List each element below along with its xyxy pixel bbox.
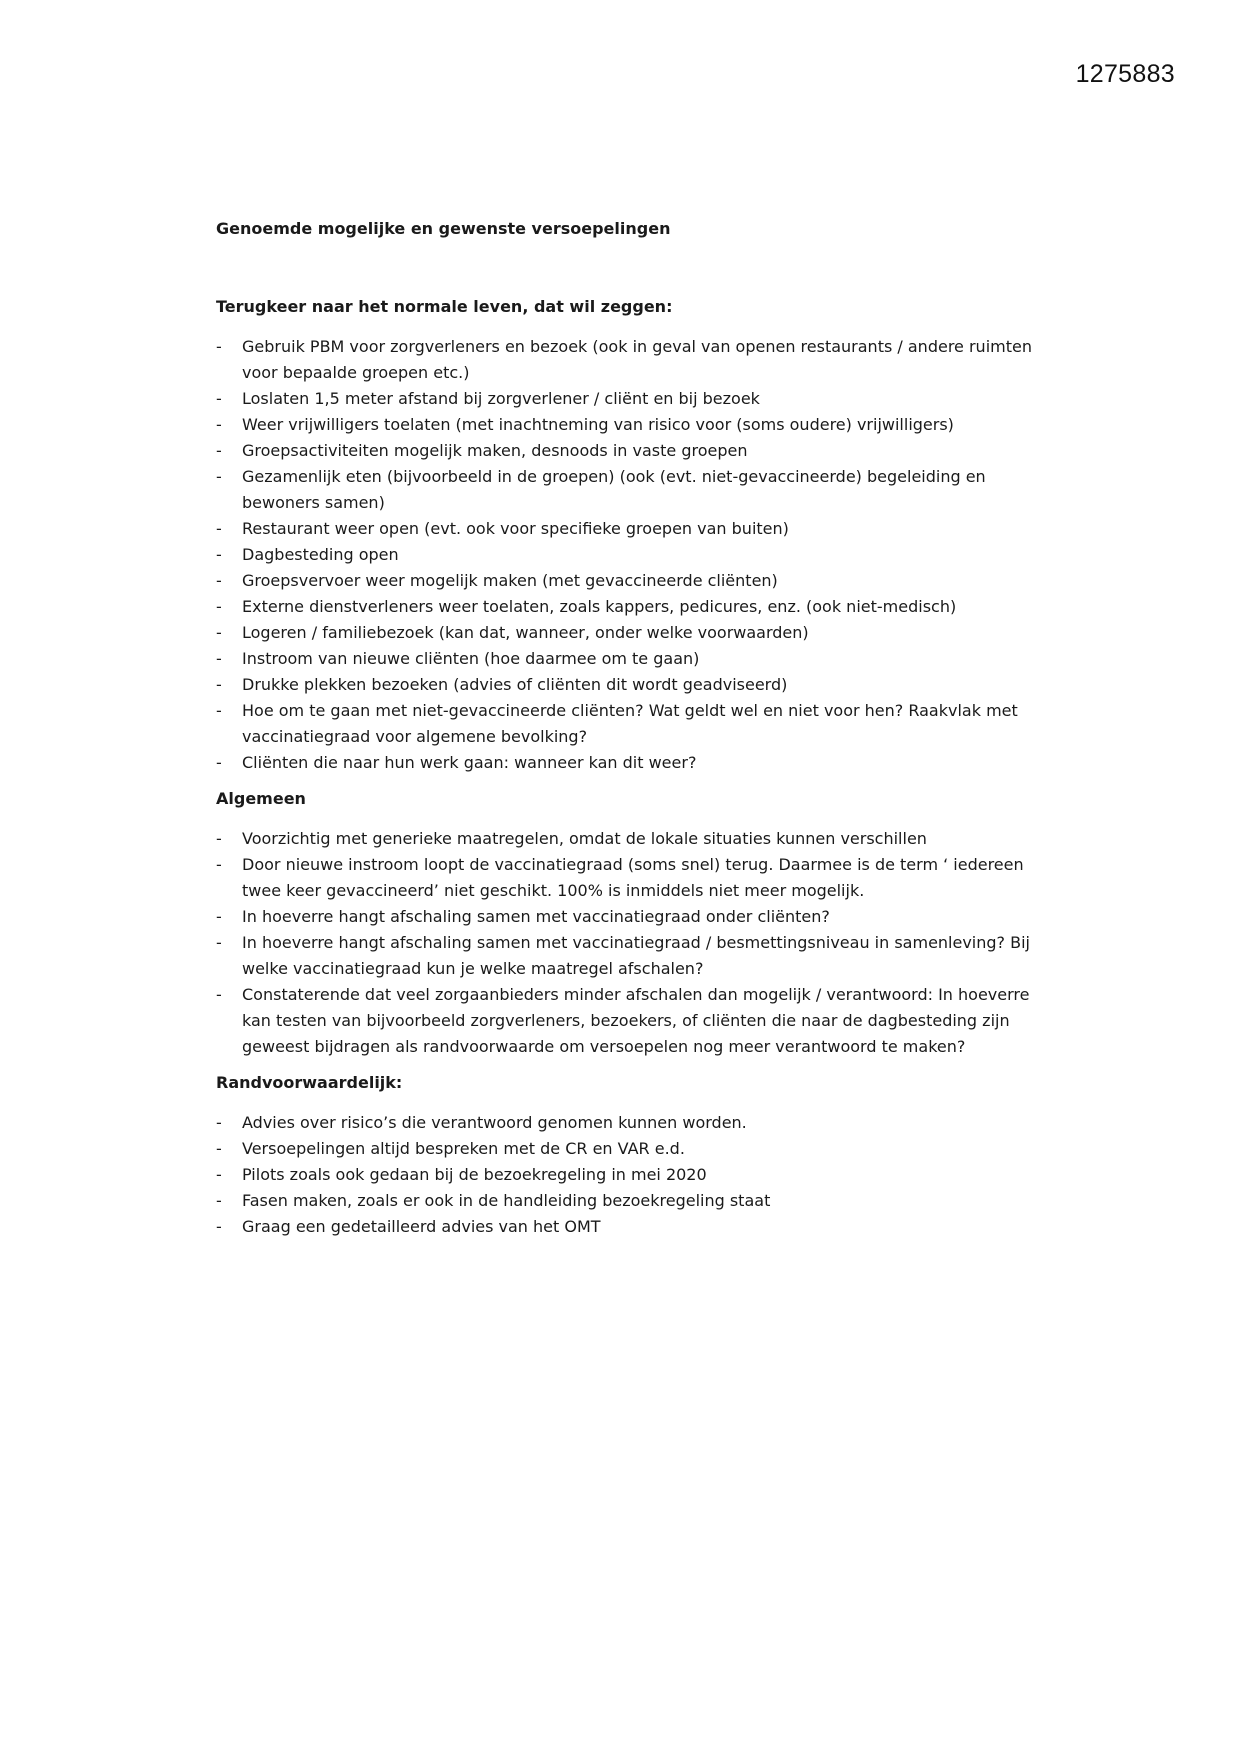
list-item-text: Door nieuwe instroom loopt de vaccinatiegraad (soms snel) terug. Daarmee is de term ‘ iedereen twee keer gevaccineerd’ niet geschikt. 100% is inmiddels niet meer mogelijk.: [242, 855, 1024, 900]
section-heading: Terugkeer naar het normale leven, dat wil zeggen:: [216, 297, 673, 316]
list-item-text: Externe dienstverleners weer toelaten, zoals kappers, pedicures, enz. (ook niet-medisch): [242, 597, 957, 616]
list-item: [216, 930, 1046, 982]
list-item: [216, 646, 1046, 672]
bullet-dash: -: [216, 337, 222, 356]
list-item-text: Cliënten die naar hun werk gaan: wanneer kan dit weer?: [242, 753, 697, 772]
list-item: [216, 568, 1046, 594]
list-item-text: Gezamenlijk eten (bijvoorbeeld in de groepen) (ook (evt. niet-gevaccineerde) begeleiding en bewoners samen): [242, 467, 986, 512]
bullet-dash: -: [216, 649, 222, 668]
list-item: [216, 594, 1046, 620]
document-number: 1275883: [1075, 60, 1175, 88]
list-item-text: Graag een gedetailleerd advies van het OMT: [242, 1217, 601, 1236]
bullet-dash: -: [216, 1165, 222, 1184]
list-item-text: Restaurant weer open (evt. ook voor specifieke groepen van buiten): [242, 519, 789, 538]
bullet-dash: -: [216, 597, 222, 616]
list-item: [216, 516, 1046, 542]
list-item-text: Weer vrijwilligers toelaten (met inachtneming van risico voor (soms oudere) vrijwilligers): [242, 415, 954, 434]
bullet-dash: -: [216, 907, 222, 926]
bullet-dash: -: [216, 623, 222, 642]
list-item: [216, 412, 1046, 438]
list-item: [216, 672, 1046, 698]
document-title: Genoemde mogelijke en gewenste versoepelingen: [216, 219, 671, 238]
list-item: [216, 542, 1046, 568]
bullet-dash: -: [216, 675, 222, 694]
list-item-text: Instroom van nieuwe cliënten (hoe daarmee om te gaan): [242, 649, 700, 668]
bullet-dash: -: [216, 1217, 222, 1236]
bullet-dash: -: [216, 441, 222, 460]
list-item-text: Hoe om te gaan met niet-gevaccineerde cliënten? Wat geldt wel en niet voor hen? Raakvlak met vaccinatiegraad voor algemene bevolking?: [242, 701, 1018, 746]
list-item: [216, 334, 1046, 386]
bullet-dash: -: [216, 985, 222, 1004]
list-item: [216, 438, 1046, 464]
list-item: [216, 620, 1046, 646]
list-item-text: Voorzichtig met generieke maatregelen, omdat de lokale situaties kunnen verschillen: [242, 829, 927, 848]
bullet-dash: -: [216, 753, 222, 772]
list-item: [216, 1136, 1046, 1162]
bullet-dash: -: [216, 467, 222, 486]
list-item-text: Pilots zoals ook gedaan bij de bezoekregeling in mei 2020: [242, 1165, 707, 1184]
list-item-text: Groepsactiviteiten mogelijk maken, desnoods in vaste groepen: [242, 441, 748, 460]
section-heading: Randvoorwaardelijk:: [216, 1073, 403, 1092]
list-item: [216, 1162, 1046, 1188]
list-item: [216, 464, 1046, 516]
list-item-text: In hoeverre hangt afschaling samen met vaccinatiegraad / besmettingsniveau in samenleving? Bij welke vaccinatiegraad kun je welke maatregel afschalen?: [242, 933, 1030, 978]
bullet-dash: -: [216, 1191, 222, 1210]
bullet-dash: -: [216, 855, 222, 874]
bullet-list: [216, 1110, 1046, 1240]
list-item: [216, 1110, 1046, 1136]
list-item: [216, 852, 1046, 904]
list-item-text: Dagbesteding open: [242, 545, 399, 564]
list-item-text: Logeren / familiebezoek (kan dat, wanneer, onder welke voorwaarden): [242, 623, 809, 642]
bullet-dash: -: [216, 519, 222, 538]
sections-container: [216, 294, 1046, 1240]
list-item: [216, 1188, 1046, 1214]
bullet-dash: -: [216, 829, 222, 848]
bullet-dash: -: [216, 1139, 222, 1158]
list-item-text: Drukke plekken bezoeken (advies of cliënten dit wordt geadviseerd): [242, 675, 788, 694]
bullet-list: [216, 334, 1046, 776]
list-item-text: Versoepelingen altijd bespreken met de CR en VAR e.d.: [242, 1139, 685, 1158]
list-item: [216, 1214, 1046, 1240]
bullet-dash: -: [216, 545, 222, 564]
list-item: [216, 386, 1046, 412]
bullet-dash: -: [216, 415, 222, 434]
section-heading: Algemeen: [216, 789, 306, 808]
list-item: [216, 750, 1046, 776]
list-item: [216, 826, 1046, 852]
list-item-text: Advies over risico’s die verantwoord genomen kunnen worden.: [242, 1113, 747, 1132]
list-item: [216, 698, 1046, 750]
bullet-dash: -: [216, 701, 222, 720]
bullet-dash: -: [216, 571, 222, 590]
list-item-text: Groepsvervoer weer mogelijk maken (met gevaccineerde cliënten): [242, 571, 778, 590]
list-item: [216, 904, 1046, 930]
bullet-list: [216, 826, 1046, 1060]
bullet-dash: -: [216, 933, 222, 952]
list-item-text: Constaterende dat veel zorgaanbieders minder afschalen dan mogelijk / verantwoord: In hoeverre kan testen van bijvoorbeeld zorgverleners, bezoekers, of cliënten die naar de dagbesteding zijn geweest bijdragen als randvoorwaarde om versoepelen nog meer verantwoord te maken?: [242, 985, 1030, 1056]
list-item-text: Loslaten 1,5 meter afstand bij zorgverlener / cliënt en bij bezoek: [242, 389, 760, 408]
list-item-text: Fasen maken, zoals er ook in de handleiding bezoekregeling staat: [242, 1191, 771, 1210]
bullet-dash: -: [216, 389, 222, 408]
list-item-text: In hoeverre hangt afschaling samen met vaccinatiegraad onder cliënten?: [242, 907, 830, 926]
list-item: [216, 982, 1046, 1060]
bullet-dash: -: [216, 1113, 222, 1132]
list-item-text: Gebruik PBM voor zorgverleners en bezoek (ook in geval van openen restaurants / andere ruimten voor bepaalde groepen etc.): [242, 337, 1032, 382]
document-body: [216, 216, 1046, 1250]
